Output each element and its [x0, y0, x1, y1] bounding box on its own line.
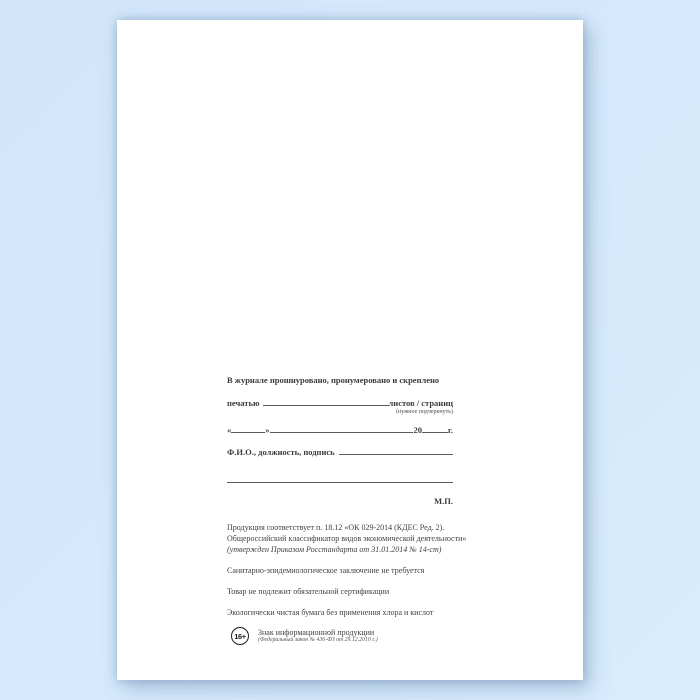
year-prefix: 20 — [413, 425, 422, 435]
binding-statement-text: В журнале прошнуровано, пронумеровано и скреплено — [227, 375, 440, 385]
classifier-paragraph — [227, 522, 467, 555]
certification-note: Товар не подлежит обязательной сертификации — [227, 587, 390, 596]
signature-blank-line — [339, 446, 453, 455]
continuation-blank-line — [227, 474, 453, 483]
age-mark-texts — [258, 627, 378, 644]
binding-statement-block — [227, 375, 453, 506]
age-16plus-badge-icon: 16+ — [231, 627, 249, 645]
classifier-line-1: Продукция соответствует п. 18.12 «ОК 029-2014 (КДЕС Ред. 2). — [227, 523, 445, 532]
compliance-info-block — [227, 522, 467, 645]
binding-statement-line — [227, 375, 453, 385]
stamp-place-label: М.П. — [434, 496, 453, 506]
age-mark-row — [227, 627, 467, 645]
eco-paper-note: Экологически чистая бумага без применения хлора и кислот — [227, 608, 434, 617]
sheets-pages-label: листов / страниц — [388, 398, 453, 408]
signature-label: Ф.И.О., должность, подпись — [227, 447, 335, 457]
close-quote: » — [265, 425, 270, 435]
age-mark-law-note: (Федеральный закон № 436-ФЗ от 29.12.2010 г.) — [258, 637, 378, 643]
journal-back-page — [117, 20, 583, 680]
year-blank-line — [422, 424, 448, 433]
signature-line — [227, 446, 453, 457]
month-blank-line — [270, 424, 414, 433]
year-suffix: г. — [447, 425, 453, 435]
seal-label: печатью — [227, 398, 260, 408]
classifier-line-3: (утвержден Приказом Росстандарта от 31.01.2014 № 14-ст) — [227, 545, 442, 554]
classifier-line-2: Общероссийский классификатор видов экономической деятельности» — [227, 534, 467, 543]
open-quote: « — [227, 425, 232, 435]
seal-blank-line — [263, 397, 388, 406]
seal-line — [227, 397, 453, 416]
day-blank-line — [231, 424, 265, 433]
sanitary-note: Санитарно-эпидемиологическое заключение не требуется — [227, 566, 425, 575]
date-line — [227, 424, 453, 435]
age-mark-title: Знак информационной продукции — [258, 628, 375, 637]
underline-note: (нужное подчеркнуть) — [396, 409, 453, 415]
